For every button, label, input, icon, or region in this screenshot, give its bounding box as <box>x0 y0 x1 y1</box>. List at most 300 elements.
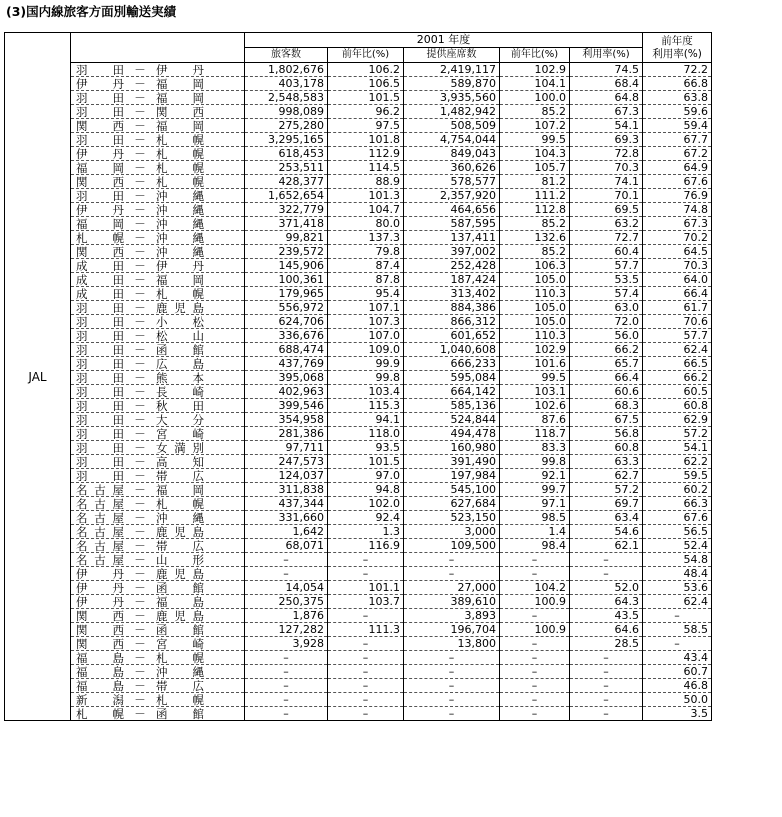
passengers-yoy-cell: 95.4 <box>328 287 404 301</box>
prev-utilization-cell: 70.3 <box>643 259 712 273</box>
route-separator: － <box>134 300 146 315</box>
route-cell <box>71 497 245 511</box>
route-separator: － <box>134 62 146 77</box>
seats-yoy-cell: 99.5 <box>500 371 570 385</box>
route-origin: 名古屋 <box>76 524 124 539</box>
seats-yoy-cell: 110.3 <box>500 287 570 301</box>
seats-yoy-cell: – <box>500 637 570 651</box>
passengers-yoy-cell: 107.1 <box>328 301 404 315</box>
route-destination: 福岡 <box>156 272 204 287</box>
route-origin: 成田 <box>76 258 124 273</box>
prev-utilization-cell: 60.5 <box>643 385 712 399</box>
seats-cell: 2,357,920 <box>404 189 500 203</box>
route-destination: 札幌 <box>156 496 204 511</box>
seats-cell: 508,509 <box>404 119 500 133</box>
passengers-yoy-cell: – <box>328 679 404 693</box>
route-destination: 沖縄 <box>156 664 204 679</box>
route-cell <box>71 623 245 637</box>
prev-utilization-cell: 63.8 <box>643 91 712 105</box>
route-origin: 福岡 <box>76 160 124 175</box>
passengers-yoy-cell: 87.8 <box>328 273 404 287</box>
seats-yoy-cell: 105.0 <box>500 301 570 315</box>
table-row <box>5 539 712 553</box>
passengers-cell: 68,071 <box>245 539 328 553</box>
passengers-yoy-cell: 107.3 <box>328 315 404 329</box>
passengers-cell: – <box>245 665 328 679</box>
passengers-yoy-cell: 99.9 <box>328 357 404 371</box>
utilization-cell: 54.6 <box>570 525 643 539</box>
route-header <box>71 33 245 63</box>
passengers-yoy-cell: – <box>328 553 404 567</box>
seats-yoy-cell: 99.7 <box>500 483 570 497</box>
route-separator: － <box>134 188 146 203</box>
route-origin: 羽田 <box>76 314 124 329</box>
passengers-yoy-cell: – <box>328 651 404 665</box>
prev-utilization-cell: – <box>643 609 712 623</box>
route-separator: － <box>134 496 146 511</box>
route-separator: － <box>134 370 146 385</box>
passengers-yoy-cell: 102.0 <box>328 497 404 511</box>
seats-cell: 360,626 <box>404 161 500 175</box>
utilization-cell: 72.7 <box>570 231 643 245</box>
seats-cell: 109,500 <box>404 539 500 553</box>
seats-cell: 524,844 <box>404 413 500 427</box>
passengers-yoy-cell: – <box>328 609 404 623</box>
seats-yoy-cell: 107.2 <box>500 119 570 133</box>
route-cell <box>71 539 245 553</box>
utilization-cell: 69.7 <box>570 497 643 511</box>
prev-utilization-cell: 64.5 <box>643 245 712 259</box>
passengers-yoy-cell: 137.3 <box>328 231 404 245</box>
route-separator: － <box>134 76 146 91</box>
table-row <box>5 679 712 693</box>
utilization-cell: 52.0 <box>570 581 643 595</box>
route-destination: 札幌 <box>156 286 204 301</box>
route-separator: － <box>134 692 146 707</box>
passengers-cell: – <box>245 567 328 581</box>
seats-cell: – <box>404 567 500 581</box>
utilization-cell: 54.1 <box>570 119 643 133</box>
passengers-cell: 124,037 <box>245 469 328 483</box>
seats-cell: 578,577 <box>404 175 500 189</box>
seats-yoy-cell: 112.8 <box>500 203 570 217</box>
route-cell <box>71 371 245 385</box>
passengers-yoy-cell: 103.4 <box>328 385 404 399</box>
col-header-pax-yoy: 前年比(%) <box>328 48 404 63</box>
seats-cell: 187,424 <box>404 273 500 287</box>
passengers-yoy-cell: 101.1 <box>328 581 404 595</box>
table-row <box>5 511 712 525</box>
prev-utilization-cell: 54.8 <box>643 553 712 567</box>
prev-utilization-cell: 66.3 <box>643 497 712 511</box>
route-separator: － <box>134 622 146 637</box>
route-cell <box>71 609 245 623</box>
table-row <box>5 483 712 497</box>
table-row <box>5 357 712 371</box>
route-destination: 福岡 <box>156 118 204 133</box>
utilization-cell: – <box>570 651 643 665</box>
route-origin: 札幌 <box>76 706 124 721</box>
route-origin: 関西 <box>76 244 124 259</box>
prev-utilization-cell: 59.4 <box>643 119 712 133</box>
seats-cell: 389,610 <box>404 595 500 609</box>
route-cell <box>71 581 245 595</box>
utilization-cell: – <box>570 707 643 721</box>
seats-cell: – <box>404 553 500 567</box>
utilization-cell: 63.3 <box>570 455 643 469</box>
table-row <box>5 91 712 105</box>
route-separator: － <box>134 664 146 679</box>
utilization-cell: 53.5 <box>570 273 643 287</box>
route-origin: 関西 <box>76 608 124 623</box>
route-cell <box>71 567 245 581</box>
prev-utilization-cell: 53.6 <box>643 581 712 595</box>
prev-utilization-cell: 62.9 <box>643 413 712 427</box>
route-destination: 福岡 <box>156 482 204 497</box>
route-separator: － <box>134 90 146 105</box>
route-cell <box>71 161 245 175</box>
route-origin: 関西 <box>76 636 124 651</box>
route-cell <box>71 273 245 287</box>
route-origin: 羽田 <box>76 468 124 483</box>
route-cell <box>71 231 245 245</box>
seats-yoy-cell: 111.2 <box>500 189 570 203</box>
route-cell <box>71 133 245 147</box>
route-origin: 羽田 <box>76 104 124 119</box>
seats-yoy-cell: 100.0 <box>500 91 570 105</box>
route-separator: － <box>134 286 146 301</box>
prev-utilization-cell: 66.8 <box>643 77 712 91</box>
route-cell <box>71 245 245 259</box>
passengers-cell: 556,972 <box>245 301 328 315</box>
seats-cell: 1,482,942 <box>404 105 500 119</box>
seats-yoy-cell: 106.3 <box>500 259 570 273</box>
seats-yoy-cell: 85.2 <box>500 245 570 259</box>
table-row <box>5 567 712 581</box>
seats-yoy-cell: 98.5 <box>500 511 570 525</box>
prev-utilization-cell: 66.2 <box>643 371 712 385</box>
route-separator: － <box>134 608 146 623</box>
seats-yoy-cell: 105.7 <box>500 161 570 175</box>
passengers-yoy-cell: 99.8 <box>328 371 404 385</box>
route-destination: 沖縄 <box>156 216 204 231</box>
passengers-yoy-cell: 101.5 <box>328 91 404 105</box>
route-cell <box>71 385 245 399</box>
route-separator: － <box>134 398 146 413</box>
seats-cell: 494,478 <box>404 427 500 441</box>
seats-cell: 27,000 <box>404 581 500 595</box>
route-cell <box>71 413 245 427</box>
route-cell <box>71 595 245 609</box>
utilization-cell: 63.4 <box>570 511 643 525</box>
prev-utilization-cell: 54.1 <box>643 441 712 455</box>
route-origin: 福島 <box>76 678 124 693</box>
passengers-cell: 624,706 <box>245 315 328 329</box>
route-separator: － <box>134 118 146 133</box>
passengers-cell: 331,660 <box>245 511 328 525</box>
table-row <box>5 595 712 609</box>
passengers-cell: 688,474 <box>245 343 328 357</box>
passengers-yoy-cell: 92.4 <box>328 511 404 525</box>
passengers-cell: 253,511 <box>245 161 328 175</box>
prev-utilization-cell: 62.2 <box>643 455 712 469</box>
prev-utilization-cell: 46.8 <box>643 679 712 693</box>
passengers-cell: 437,344 <box>245 497 328 511</box>
utilization-cell: 60.8 <box>570 441 643 455</box>
prev-utilization-cell: 60.8 <box>643 399 712 413</box>
seats-yoy-cell: 110.3 <box>500 329 570 343</box>
table-row <box>5 693 712 707</box>
utilization-cell: 62.1 <box>570 539 643 553</box>
seats-cell: 523,150 <box>404 511 500 525</box>
seats-cell: 666,233 <box>404 357 500 371</box>
passengers-cell: 127,282 <box>245 623 328 637</box>
seats-yoy-cell: – <box>500 553 570 567</box>
passengers-cell: – <box>245 651 328 665</box>
passengers-cell: 1,642 <box>245 525 328 539</box>
table-row <box>5 63 712 77</box>
passengers-yoy-cell: 115.3 <box>328 399 404 413</box>
seats-yoy-cell: 81.2 <box>500 175 570 189</box>
passengers-yoy-cell: 106.5 <box>328 77 404 91</box>
prev-utilization-cell: 76.9 <box>643 189 712 203</box>
route-separator: － <box>134 454 146 469</box>
passengers-cell: 336,676 <box>245 329 328 343</box>
route-origin: 羽田 <box>76 342 124 357</box>
passengers-cell: 281,386 <box>245 427 328 441</box>
prev-utilization-cell: 43.4 <box>643 651 712 665</box>
route-destination: 宮崎 <box>156 636 204 651</box>
route-cell <box>71 203 245 217</box>
table-row <box>5 203 712 217</box>
passengers-cell: 399,546 <box>245 399 328 413</box>
utilization-cell: – <box>570 693 643 707</box>
page-title: (3)国内線旅客方面別輸送実績 <box>6 4 177 19</box>
prev-utilization-cell: 67.7 <box>643 133 712 147</box>
route-destination: 函館 <box>156 580 204 595</box>
utilization-cell: 64.3 <box>570 595 643 609</box>
route-destination: 鹿児島 <box>156 608 204 623</box>
seats-yoy-cell: 97.1 <box>500 497 570 511</box>
table-row <box>5 399 712 413</box>
route-cell <box>71 189 245 203</box>
route-origin: 羽田 <box>76 440 124 455</box>
route-origin: 羽田 <box>76 90 124 105</box>
seats-cell: 196,704 <box>404 623 500 637</box>
route-separator: － <box>134 468 146 483</box>
route-cell <box>71 707 245 721</box>
prev-utilization-cell: 50.0 <box>643 693 712 707</box>
route-destination: 函館 <box>156 622 204 637</box>
passengers-cell: 1,652,654 <box>245 189 328 203</box>
prev-utilization-cell: 52.4 <box>643 539 712 553</box>
seats-cell: 252,428 <box>404 259 500 273</box>
seats-cell: 160,980 <box>404 441 500 455</box>
passengers-cell: – <box>245 679 328 693</box>
utilization-cell: – <box>570 679 643 693</box>
route-origin: 成田 <box>76 286 124 301</box>
passengers-yoy-cell: 1.3 <box>328 525 404 539</box>
route-cell <box>71 511 245 525</box>
route-origin: 羽田 <box>76 356 124 371</box>
seats-cell: 587,595 <box>404 217 500 231</box>
utilization-cell: – <box>570 665 643 679</box>
passengers-yoy-cell: 106.2 <box>328 63 404 77</box>
seats-yoy-cell: 100.9 <box>500 623 570 637</box>
route-separator: － <box>134 594 146 609</box>
route-destination: 福岡 <box>156 76 204 91</box>
route-separator: － <box>134 272 146 287</box>
table-row <box>5 665 712 679</box>
prev-utilization-cell: 70.2 <box>643 231 712 245</box>
seats-yoy-cell: 85.2 <box>500 217 570 231</box>
prev-utilization-cell: 56.5 <box>643 525 712 539</box>
seats-yoy-cell: 99.5 <box>500 133 570 147</box>
seats-cell: 3,000 <box>404 525 500 539</box>
seats-cell: 884,386 <box>404 301 500 315</box>
table-row <box>5 119 712 133</box>
prev-utilization-cell: 58.5 <box>643 623 712 637</box>
table-row <box>5 315 712 329</box>
route-destination: 福岡 <box>156 90 204 105</box>
route-cell <box>71 217 245 231</box>
prev-utilization-cell: 66.4 <box>643 287 712 301</box>
route-separator: － <box>134 146 146 161</box>
passengers-cell: 437,769 <box>245 357 328 371</box>
prev-utilization-cell: 3.5 <box>643 707 712 721</box>
utilization-cell: 56.8 <box>570 427 643 441</box>
route-origin: 羽田 <box>76 188 124 203</box>
route-cell <box>71 441 245 455</box>
passengers-cell: 145,906 <box>245 259 328 273</box>
utilization-cell: 43.5 <box>570 609 643 623</box>
passengers-yoy-cell: 97.0 <box>328 469 404 483</box>
route-cell <box>71 287 245 301</box>
route-cell <box>71 525 245 539</box>
table-row <box>5 441 712 455</box>
route-separator: － <box>134 356 146 371</box>
passengers-yoy-cell: 94.8 <box>328 483 404 497</box>
seats-cell: 1,040,608 <box>404 343 500 357</box>
passengers-yoy-cell: 101.8 <box>328 133 404 147</box>
route-separator: － <box>134 174 146 189</box>
prev-utilization-cell: 57.7 <box>643 329 712 343</box>
seats-cell: 4,754,044 <box>404 133 500 147</box>
table-row <box>5 553 712 567</box>
route-cell <box>71 91 245 105</box>
utilization-cell: 64.6 <box>570 623 643 637</box>
route-separator: － <box>134 342 146 357</box>
seats-cell: 391,490 <box>404 455 500 469</box>
prev-utilization-cell: 67.6 <box>643 175 712 189</box>
route-origin: 成田 <box>76 272 124 287</box>
route-destination: 伊丹 <box>156 62 204 77</box>
route-cell <box>71 483 245 497</box>
route-separator: － <box>134 244 146 259</box>
route-cell <box>71 427 245 441</box>
route-origin: 羽田 <box>76 426 124 441</box>
route-destination: 沖縄 <box>156 230 204 245</box>
transport-table <box>4 32 712 721</box>
table-row <box>5 371 712 385</box>
utilization-cell: 60.4 <box>570 245 643 259</box>
seats-cell: – <box>404 707 500 721</box>
seats-yoy-cell: 104.2 <box>500 581 570 595</box>
route-destination: 函館 <box>156 706 204 721</box>
passengers-yoy-cell: – <box>328 707 404 721</box>
seats-yoy-cell: – <box>500 609 570 623</box>
utilization-cell: 56.0 <box>570 329 643 343</box>
passengers-yoy-cell: 93.5 <box>328 441 404 455</box>
prev-utilization-cell: 59.5 <box>643 469 712 483</box>
route-cell <box>71 175 245 189</box>
seats-yoy-cell: 98.4 <box>500 539 570 553</box>
prev-year-label: 前年度 <box>661 34 693 47</box>
route-separator: － <box>134 510 146 525</box>
passengers-cell: – <box>245 707 328 721</box>
passengers-yoy-cell: 109.0 <box>328 343 404 357</box>
route-origin: 関西 <box>76 174 124 189</box>
route-origin: 羽田 <box>76 412 124 427</box>
route-cell <box>71 693 245 707</box>
passengers-cell: 250,375 <box>245 595 328 609</box>
utilization-cell: 65.7 <box>570 357 643 371</box>
route-separator: － <box>134 328 146 343</box>
seats-yoy-cell: – <box>500 567 570 581</box>
table-row <box>5 497 712 511</box>
route-separator: － <box>134 650 146 665</box>
prev-utilization-cell: 74.8 <box>643 203 712 217</box>
passengers-cell: 403,178 <box>245 77 328 91</box>
airline-label: JAL <box>28 369 47 384</box>
passengers-yoy-cell: 118.0 <box>328 427 404 441</box>
table-row <box>5 189 712 203</box>
passengers-yoy-cell: 114.5 <box>328 161 404 175</box>
route-destination: 鹿児島 <box>156 566 204 581</box>
route-destination: 鹿児島 <box>156 300 204 315</box>
seats-cell: 13,800 <box>404 637 500 651</box>
route-cell <box>71 63 245 77</box>
route-destination: 札幌 <box>156 650 204 665</box>
route-origin: 羽田 <box>76 384 124 399</box>
route-destination: 女満別 <box>156 440 204 455</box>
utilization-cell: 74.1 <box>570 175 643 189</box>
utilization-cell: 68.3 <box>570 399 643 413</box>
table-row <box>5 259 712 273</box>
route-destination: 秋田 <box>156 398 204 413</box>
route-origin: 羽田 <box>76 398 124 413</box>
route-origin: 伊丹 <box>76 202 124 217</box>
table-row <box>5 413 712 427</box>
route-cell <box>71 315 245 329</box>
prev-util-label: 利用率(%) <box>652 47 702 60</box>
seats-cell: 313,402 <box>404 287 500 301</box>
route-cell <box>71 259 245 273</box>
table-row <box>5 133 712 147</box>
airline-cell <box>5 33 71 721</box>
passengers-cell: 179,965 <box>245 287 328 301</box>
route-separator: － <box>134 412 146 427</box>
route-separator: － <box>134 216 146 231</box>
route-destination: 大分 <box>156 412 204 427</box>
passengers-cell: 998,089 <box>245 105 328 119</box>
seats-yoy-cell: 104.1 <box>500 77 570 91</box>
seats-cell: 545,100 <box>404 483 500 497</box>
utilization-cell: – <box>570 567 643 581</box>
passengers-yoy-cell: 96.2 <box>328 105 404 119</box>
prev-utilization-cell: 62.4 <box>643 595 712 609</box>
route-separator: － <box>134 384 146 399</box>
